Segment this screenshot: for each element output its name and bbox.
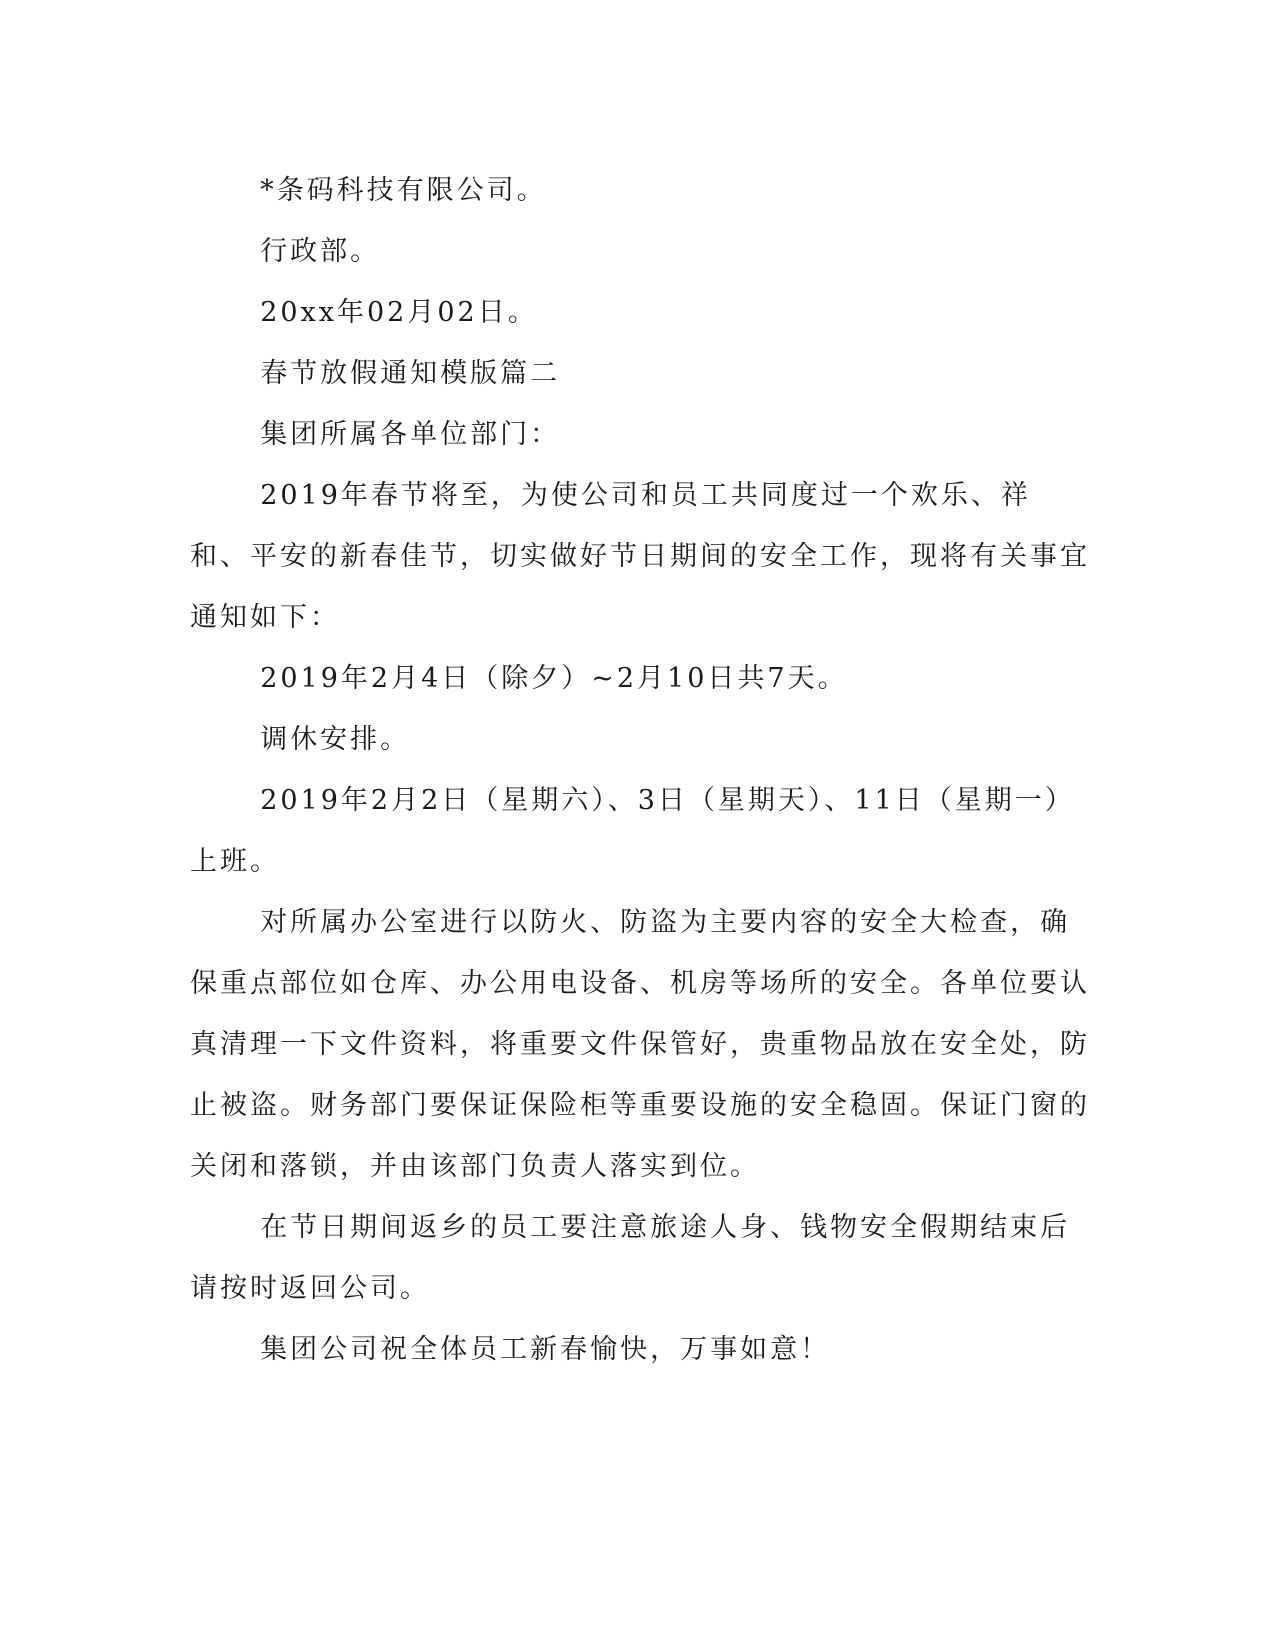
- closing-greeting: 集团公司祝全体员工新春愉快，万事如意！: [260, 1334, 831, 1365]
- shift-arrangement-heading: 调休安排。: [260, 724, 411, 755]
- department-name: 行政部。: [260, 236, 381, 267]
- salutation: 集团所属各单位部门：: [260, 419, 561, 450]
- safety-inspection-paragraph: 对所属办公室进行以防火、防盗为主要内容的安全大检查，确保重点部位如仓库、办公用电设备、机房等场所的安全。各单位要认真清理一下文件资料，将重要文件保管好，贵重物品放在安全处，防止被盗。财务部门要保证保险柜等重要设施的安全稳固。保证门窗的关闭和落锁，并由该部门负责人落实到位。: [190, 907, 1090, 1182]
- section-title: 春节放假通知模版篇二: [260, 358, 561, 389]
- document-body: [190, 160, 1090, 1380]
- company-name: *条码科技有限公司。: [260, 175, 547, 206]
- travel-safety-paragraph: 在节日期间返乡的员工要注意旅途人身、钱物安全假期结束后请按时返回公司。: [190, 1212, 1071, 1304]
- intro-paragraph: 2019年春节将至，为使公司和员工共同度过一个欢乐、祥和、平安的新春佳节，切实做好节日期间的安全工作，现将有关事宜通知如下：: [190, 480, 1090, 633]
- workday-schedule: 2019年2月2日（星期六）、3日（星期天）、11日（星期一）上班。: [190, 785, 1075, 877]
- notice-date: 20xx年02月02日。: [260, 297, 538, 328]
- holiday-dates: 2019年2月4日（除夕）~2月10日共7天。: [260, 663, 848, 694]
